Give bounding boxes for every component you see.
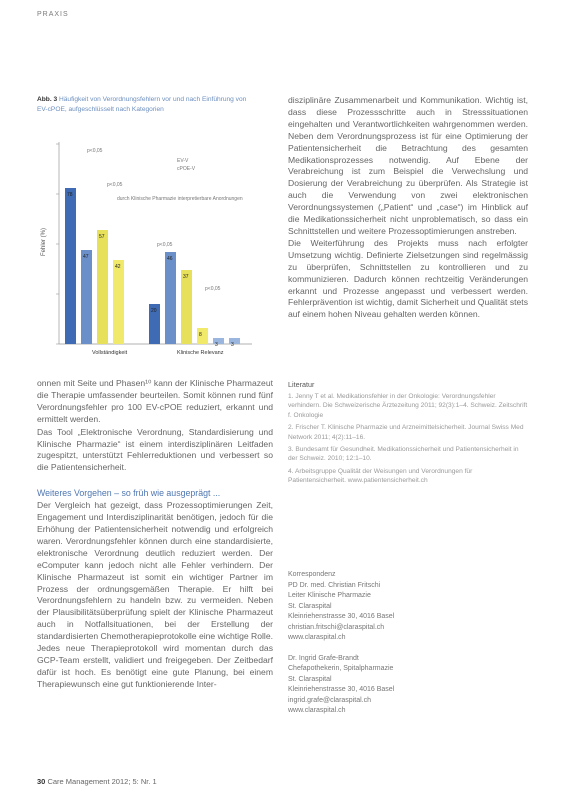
bar-0-3	[113, 260, 124, 344]
contact-title: Korrespondenz	[288, 571, 336, 578]
left-paragraph-1: onnen mit Seite und Phasen¹⁰ kann der Klinische Pharmazeut die Therapie umfassender beurteilen. Somit können rund fünf Verordnungsfehler pro 100 EV-cPOE reduziert, erkannt und ermittelt werden.	[37, 378, 273, 424]
reference-4: 4. Arbeitsgruppe Qualität der Weisungen und Verordnungen für Patientensicherheit. www.patientensicherheit.ch	[288, 467, 473, 485]
bar-chart	[37, 138, 255, 360]
left-column	[37, 378, 273, 691]
reference-2: 2. Frischer T. Klinische Pharmazie und Arzneimittelsicherheit. Journal Swiss Med Network 2011; 4(2):11–16.	[288, 424, 524, 441]
contact1-address: Kleinriehenstrasse 30, 4016 Basel	[288, 613, 395, 620]
page-footer	[37, 777, 157, 786]
bar-label-1-2: 37	[183, 274, 189, 280]
contact2-org: St. Claraspital	[288, 675, 332, 683]
literature-section	[288, 380, 528, 486]
annotation-p1: p<0,05	[87, 148, 103, 154]
legend-pharmacy: durch Klinische Pharmazie interpretierbare Anordnungen	[117, 196, 243, 202]
bars-group	[56, 144, 240, 348]
left-paragraph-3: Der Vergleich hat gezeigt, dass Prozessoptimierungen Zeit, Engagement und Interdisziplinarität benötigen, jedoch für die Erhöhung der Patientensicherheit notwendig und erfolgreich waren. Verordnungsfehler können durch eine standardisierte, elektronische Verordnung deutlich reduziert werden. Der eComputer kann jedoch nicht alle Fehler verhindern. Der Klinische Pharmazeut ist somit ein wichtiger Partner im Prozess der ordnungsgemäßen Therapie. Er hilft bei Verordnungsfehlern zu handeln bzw. zu vermeiden. Neben der Plausibilitätsüberprüfung spielt der Klinische Pharmazeut auch in Notfallsituationen, bei der Erstellung der standardisierten Chemotherapieprotokolle eine wichtige Rolle. Jedes neue Therapieprotokoll wird momentan durch das GCP-Team erstellt, validiert und freigegeben. Der Zeitbedarf dafür ist hoch. Es benötigt eine gute Planung, bei einem Therapiewunsch eine gut funktionierende Inter-	[37, 500, 273, 689]
contact1-email[interactable]: christian.fritschi@claraspital.ch	[288, 623, 385, 631]
left-paragraph-2: Das Tool „Elektronische Verordnung, Standardisierung und Klinische Pharmazie“ ist einem interdisziplinären Leitfaden zugespitzt, unterstützt Fehlerreduktionen und verbessert so die Patientensicherheit.	[37, 426, 273, 473]
contact2-web[interactable]: www.claraspital.ch	[288, 707, 346, 714]
bar-1-2	[181, 270, 192, 344]
y-axis-label: Fehler (%)	[41, 227, 47, 256]
annotation-p4: p<0,05	[205, 286, 221, 292]
contact1-name: PD Dr. med. Christian Fritschi	[288, 581, 381, 589]
bar-label-1-1: 46	[167, 256, 173, 262]
contact2-address: Kleinriehenstrasse 30, 4016 Basel	[288, 686, 395, 693]
bar-label-1-5: 3	[231, 342, 234, 348]
bar-label-0-2: 57	[99, 234, 105, 240]
literature-title: Literatur	[288, 380, 315, 389]
x-label-vollstaendigkeit: Vollständigkeit	[92, 350, 128, 356]
annotation-p2: p<0,05	[157, 242, 173, 248]
contact2-email[interactable]: ingrid.grafe@claraspital.ch	[288, 696, 371, 704]
bar-label-1-3: 8	[199, 332, 202, 338]
reference-3: 3. Bundesamt für Gesundheit. Medikationssicherheit und Patientensicherheit in der Schweiz. 2010; 12:1–10.	[288, 446, 519, 463]
bar-0-1	[81, 250, 92, 344]
figure-caption	[37, 95, 249, 115]
bar-label-0-0: 78	[67, 192, 73, 198]
annotation-p3: p<0,05	[107, 182, 123, 188]
bar-label-1-4: 3	[215, 342, 218, 348]
right-paragraph-2: Die Weiterführung des Projekts muss nach erfolgter Umsetzung wichtig. Definierte Zielsetzungen sind regelmässig zu überprüfen, Schnittstellen zu kontrollieren und zu kommunizieren. Dadurch können rechtzeitig Veränderungen erkannt und Prozesse angepasst und verbessert werden. Fehlerprävention ist wichtig, damit Sicherheit und Qualität stets auf einem hohen Niveau gehalten werden können.	[288, 237, 528, 320]
bar-label-0-1: 47	[83, 254, 89, 260]
running-head: PRAXIS	[37, 11, 69, 18]
right-column	[288, 95, 528, 321]
bar-label-1-0: 20	[151, 308, 157, 314]
contact1-org: St. Claraspital	[288, 602, 332, 610]
legend-cpoe: cPOE-V	[177, 166, 196, 172]
section-heading: Weiteres Vorgehen – so früh wie ausgeprägt ...	[37, 488, 221, 499]
legend-ev: EV-V	[177, 158, 189, 164]
contact2-name: Dr. Ingrid Grafe-Brandt	[288, 654, 359, 662]
figure-caption-text: Häufigkeit von Verordnungsfehlern vor und nach Einführung von EV-cPOE, aufgeschlüsselt nach Kategorien	[37, 96, 247, 113]
bar-0-0	[65, 188, 76, 344]
reference-1: 1. Jenny T et al. Medikationsfehler in der Onkologie: Verordnungsfehler verhindern. Die Schweizerische Ärztezeitung 2011; 92(3):1–4. Schweiz. Zeitschrift f. Onkologie	[288, 393, 528, 419]
bar-1-1	[165, 252, 176, 344]
page-number: 30	[37, 777, 46, 786]
contact2-role: Chefapothekerin, Spitalpharmazie	[288, 665, 394, 672]
journal-name: Care Management 2012; 5: Nr. 1	[47, 777, 157, 786]
right-paragraph-1: disziplinäre Zusammenarbeit und Kommunikation. Wichtig ist, dass diese Prozessschritte auch in Stresssituationen eingehalten und Verantwortlichkeiten wahrgenommen werden. Neben dem Verordnungsprozess ist für eine Optimierung der Patientensicherheit die Betrachtung des gesamten Medikationsprozesses notwendig. Auf Ebene der Verabreichung ist zum Beispiel die Verwechslung und Dosierung der Verabreichung zu überprüfen. Als Strategie ist auch die Verwendung von zwei elektronischen Verordnungssystemen („Patient“ und „case“) im Hinblick auf die Medikationssicherheit nicht unproblematisch, so dass ein Schnittstellen und weitere Prozessoptimierungen anstreben.	[288, 95, 528, 236]
x-label-relevanz: Klinische Relevanz	[177, 350, 224, 356]
figure-label: Abb. 3	[37, 96, 58, 103]
bar-label-0-3: 42	[115, 264, 121, 270]
contact-section	[288, 570, 528, 717]
contact1-web[interactable]: www.claraspital.ch	[288, 634, 346, 641]
bar-0-2	[97, 230, 108, 344]
contact1-role: Leiter Klinische Pharmazie	[288, 592, 371, 599]
